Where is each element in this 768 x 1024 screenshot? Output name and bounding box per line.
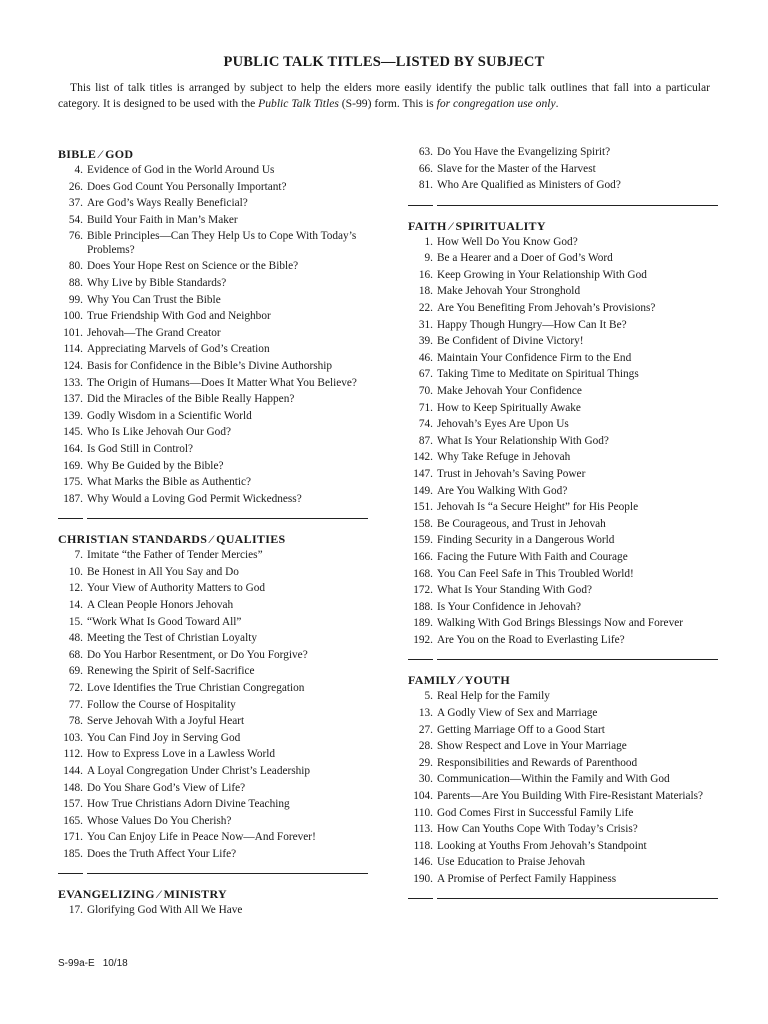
talk-number: 68. [68, 648, 83, 661]
footer [58, 958, 128, 969]
talk-number: 87. [418, 434, 433, 447]
talk-section [58, 531, 368, 861]
talk-item [408, 873, 718, 887]
intro-text-2: (S-99) form. This is [338, 97, 437, 110]
talk-title: Jehovah Is “a Secure Height” for His People [437, 501, 639, 514]
talk-title: Do You Share God’s View of Life? [87, 781, 246, 794]
talk-item [58, 493, 368, 507]
talk-number: 70. [418, 385, 433, 398]
section-divider [408, 898, 718, 899]
talk-number: 175. [63, 476, 83, 489]
talk-number: 99. [68, 293, 83, 306]
talk-title: Is Your Confidence in Jehovah? [437, 600, 582, 613]
talk-number: 118. [413, 839, 433, 852]
section-title: FAITH ⁄ SPIRITUALITY [408, 218, 546, 233]
talk-title: A Clean People Honors Jehovah [87, 599, 234, 612]
talk-title: A Loyal Congregation Under Christ’s Leadership [87, 765, 311, 777]
talk-item [58, 360, 368, 374]
talk-number: 159. [413, 534, 433, 547]
talk-item [58, 377, 368, 391]
talk-number: 149. [413, 484, 433, 497]
talk-item [408, 617, 718, 631]
talk-item [408, 690, 718, 704]
talk-title: How Can Youths Cope With Today’s Crisis? [437, 823, 638, 836]
talk-number: 18. [418, 285, 433, 298]
talk-number: 104. [413, 790, 433, 802]
talk-number: 74. [418, 418, 433, 431]
section-title: FAMILY ⁄ YOUTH [408, 673, 510, 688]
intro-emphasis: for congregation use only [436, 97, 556, 110]
section-divider [58, 518, 368, 519]
talk-number: 189. [413, 617, 433, 630]
talk-item [58, 715, 368, 729]
talk-title: What Marks the Bible as Authentic? [87, 476, 252, 489]
talk-number: 27. [418, 723, 433, 736]
talk-item [408, 285, 718, 299]
talk-number: 168. [413, 567, 433, 580]
talk-title: Follow the Course of Hospitality [87, 698, 236, 711]
talk-title: Trust in Jehovah’s Saving Power [437, 468, 586, 480]
talk-number: 7. [74, 549, 83, 562]
talk-section [408, 218, 718, 648]
page-title: PUBLIC TALK TITLES—LISTED BY SUBJECT [223, 54, 545, 70]
talk-item [58, 549, 368, 563]
talk-title: Meeting the Test of Christian Loyalty [87, 632, 257, 645]
talk-item [408, 269, 718, 283]
talk-item [408, 368, 718, 382]
talk-title: Glorifying God With All We Have [87, 904, 243, 917]
talk-title: Be a Hearer and a Doer of God’s Word [437, 252, 613, 265]
talk-number: 66. [418, 162, 433, 175]
talk-number: 39. [418, 335, 433, 348]
talk-number: 13. [418, 707, 433, 720]
talk-title: Who Is Like Jehovah Our God? [87, 426, 231, 439]
talk-item [58, 848, 368, 862]
talk-item [408, 856, 718, 870]
talk-item [58, 294, 368, 308]
talk-number: 30. [418, 773, 433, 786]
talk-title: Appreciating Marvels of God’s Creation [87, 343, 270, 356]
talk-number: 103. [63, 731, 83, 744]
talk-item [408, 807, 718, 821]
talk-item [408, 163, 718, 177]
form-code: S-99a-E [58, 958, 95, 969]
talk-title: Jehovah’s Eyes Are Upon Us [437, 418, 569, 431]
talk-item [58, 327, 368, 341]
talk-item [58, 782, 368, 796]
talk-section [408, 672, 718, 886]
talk-title: Be Honest in All You Say and Do [87, 565, 239, 578]
talk-title: Are You on the Road to Everlasting Life? [437, 633, 625, 646]
talk-item [58, 632, 368, 646]
talk-number: 112. [63, 748, 83, 761]
talk-number: 114. [63, 343, 83, 356]
talk-item [408, 823, 718, 837]
talk-title: How to Express Love in a Lawless World [87, 748, 276, 761]
talk-number: 169. [63, 459, 83, 472]
talk-item [408, 724, 718, 738]
talk-number: 165. [63, 814, 83, 827]
talk-number: 171. [63, 831, 83, 844]
talk-title: Does Your Hope Rest on Science or the Bible? [87, 260, 299, 273]
talk-title: Keep Growing in Your Relationship With God [437, 268, 647, 281]
talk-title: Show Respect and Love in Your Marriage [437, 740, 627, 753]
talk-item [408, 740, 718, 754]
talk-item [408, 534, 718, 548]
talk-item [58, 748, 368, 762]
talk-item [408, 518, 718, 532]
talk-number: 48. [68, 632, 83, 645]
talk-number: 4. [74, 164, 83, 176]
talk-item [58, 164, 368, 178]
talk-item [58, 476, 368, 490]
talk-number: 146. [413, 856, 433, 869]
talk-item [58, 393, 368, 407]
talk-title: Did the Miracles of the Bible Really Happen? [87, 393, 295, 406]
talk-item [408, 485, 718, 499]
talk-item [408, 601, 718, 615]
talk-item [408, 418, 718, 432]
talk-number: 63. [418, 146, 433, 158]
talk-title: Do You Harbor Resentment, or Do You Forgive? [87, 648, 308, 661]
talk-item [58, 260, 368, 274]
talk-item [58, 566, 368, 580]
section-divider [58, 873, 368, 874]
talk-number: 14. [68, 599, 83, 612]
talk-title: Jehovah—The Grand Creator [87, 326, 221, 339]
talk-item [408, 236, 718, 250]
talk-number: 54. [68, 213, 83, 226]
talk-number: 67. [418, 368, 433, 381]
talk-item [58, 665, 368, 679]
talk-item [58, 699, 368, 713]
intro-form-name: Public Talk Titles [258, 97, 339, 110]
talk-number: 71. [418, 401, 433, 414]
talk-item [408, 707, 718, 721]
talk-title: Why You Can Trust the Bible [87, 293, 221, 306]
talk-number: 190. [413, 872, 433, 885]
talk-number: 113. [413, 823, 433, 836]
talk-item [58, 310, 368, 324]
talk-title: Why Take Refuge in Jehovah [437, 451, 571, 464]
talk-number: 16. [418, 268, 433, 281]
talk-title: Finding Security in a Dangerous World [437, 534, 615, 547]
talk-title: Are God’s Ways Really Beneficial? [87, 197, 248, 210]
talk-item [58, 443, 368, 457]
talk-item [58, 181, 368, 195]
talk-title: Maintain Your Confidence Firm to the End [437, 351, 632, 364]
talk-title: Getting Marriage Off to a Good Start [437, 723, 605, 736]
talk-item [408, 319, 718, 333]
talk-title: A Godly View of Sex and Marriage [437, 707, 598, 720]
talk-item [408, 335, 718, 349]
talk-item [58, 831, 368, 845]
talk-title: Walking With God Brings Blessings Now and Forever [437, 617, 683, 630]
talk-title: Facing the Future With Faith and Courage [437, 550, 628, 563]
talk-item [58, 904, 368, 918]
talk-number: 172. [413, 584, 433, 597]
intro-text-1: This list of talk titles is arranged by subject to help the elders more easily identify the public talk outlines that fall into a particular category. It is designed to be used with the [58, 81, 710, 110]
talk-number: 37. [68, 197, 83, 210]
talk-item [408, 179, 718, 193]
talk-number: 72. [68, 682, 83, 695]
talk-number: 15. [68, 615, 83, 628]
left-column [58, 146, 368, 921]
talk-item [58, 343, 368, 357]
talk-number: 157. [63, 798, 83, 811]
talk-title: Serve Jehovah With a Joyful Heart [87, 715, 245, 728]
talk-item [58, 616, 368, 630]
talk-title: Does God Count You Personally Important? [87, 180, 287, 193]
talk-item [58, 732, 368, 746]
talk-number: 28. [418, 740, 433, 753]
talk-title: “Work What Is Good Toward All” [87, 615, 242, 628]
section-title: CHRISTIAN STANDARDS ⁄ QUALITIES [58, 532, 286, 547]
talk-number: 145. [63, 426, 83, 439]
talk-number: 81. [418, 179, 433, 192]
talk-item [408, 252, 718, 266]
talk-item [58, 582, 368, 596]
talk-title: Be Courageous, and Trust in Jehovah [437, 517, 606, 530]
talk-item [408, 352, 718, 366]
talk-item [408, 402, 718, 416]
talk-number: 139. [63, 409, 83, 422]
talk-title: Are You Benefiting From Jehovah’s Provisions? [437, 302, 656, 315]
talk-number: 101. [63, 326, 83, 339]
talk-number: 158. [413, 517, 433, 530]
talk-number: 137. [63, 393, 83, 406]
talk-item [408, 634, 718, 648]
talk-number: 164. [63, 443, 83, 455]
talk-item [58, 197, 368, 211]
talk-number: 69. [68, 665, 83, 678]
talk-number: 100. [63, 310, 83, 323]
talk-number: 29. [418, 756, 433, 769]
talk-item [408, 584, 718, 598]
talk-number: 124. [63, 360, 83, 373]
form-date: 10/18 [102, 958, 128, 969]
talk-section [58, 886, 368, 918]
talk-title: Are You Walking With God? [437, 484, 568, 497]
talk-number: 31. [418, 318, 433, 331]
talk-number: 10. [68, 565, 83, 578]
talk-number: 166. [413, 550, 433, 563]
talk-number: 142. [413, 451, 433, 464]
talk-title: Parents—Are You Building With Fire-Resistant Materials? [437, 790, 704, 802]
section-title: EVANGELIZING ⁄ MINISTRY [58, 887, 227, 902]
talk-number: 147. [413, 468, 433, 480]
talk-title: Why Would a Loving God Permit Wickedness? [87, 492, 302, 505]
talk-title: Your View of Authority Matters to God [87, 582, 266, 595]
talk-title: Looking at Youths From Jehovah’s Standpoint [437, 839, 647, 852]
talk-title: How to Keep Spiritually Awake [437, 401, 581, 414]
talk-title: Communication—Within the Family and With God [437, 773, 670, 786]
talk-title: Who Are Qualified as Ministers of God? [437, 179, 621, 192]
talk-number: 80. [68, 260, 83, 273]
talk-title: You Can Feel Safe in This Troubled World! [437, 567, 634, 580]
talk-item [408, 385, 718, 399]
talk-number: 76. [68, 230, 83, 243]
intro-text-3: . [555, 97, 559, 110]
talk-item [408, 501, 718, 515]
talk-number: 148. [63, 781, 83, 794]
talk-number: 46. [418, 351, 433, 364]
talk-item [58, 649, 368, 663]
talk-title: You Can Find Joy in Serving God [87, 731, 241, 744]
talk-item [408, 840, 718, 854]
talk-title: How True Christians Adorn Divine Teaching [87, 798, 290, 811]
talk-title: Happy Though Hungry—How Can It Be? [437, 318, 627, 331]
talk-item [408, 146, 718, 160]
talk-item [58, 277, 368, 291]
talk-item [58, 214, 368, 228]
talk-title: You Can Enjoy Life in Peace Now—And Forever! [87, 831, 316, 844]
talk-number: 133. [63, 376, 83, 389]
talk-item [58, 230, 368, 257]
talk-number: 88. [68, 277, 83, 290]
talk-section [58, 146, 368, 506]
talk-number: 144. [63, 765, 83, 777]
talk-number: 1. [424, 235, 433, 248]
talk-item [58, 426, 368, 440]
talk-title: Real Help for the Family [437, 690, 550, 703]
talk-number: 187. [63, 492, 83, 505]
talk-title: Use Education to Praise Jehovah [437, 856, 586, 869]
talk-section [408, 146, 718, 193]
talk-item [408, 568, 718, 582]
talk-title: Slave for the Master of the Harvest [437, 162, 596, 175]
talk-title: Taking Time to Meditate on Spiritual Things [437, 368, 639, 381]
talk-item [408, 551, 718, 565]
talk-item [58, 815, 368, 829]
talk-title: Be Confident of Divine Victory! [437, 335, 584, 348]
talk-number: 5. [424, 690, 433, 703]
talk-number: 77. [68, 698, 83, 711]
talk-number: 22. [418, 302, 433, 315]
talk-title: The Origin of Humans—Does It Matter What You Believe? [87, 376, 357, 389]
talk-title: Does the Truth Affect Your Life? [87, 847, 237, 860]
talk-title: Evidence of God in the World Around Us [87, 164, 275, 176]
section-title: BIBLE ⁄ GOD [58, 147, 134, 161]
talk-title: Love Identifies the True Christian Congregation [87, 682, 305, 695]
talk-item [58, 765, 368, 779]
intro-paragraph [58, 80, 710, 112]
talk-item [408, 435, 718, 449]
talk-title: Renewing the Spirit of Self-Sacrifice [87, 665, 255, 678]
talk-number: 188. [413, 600, 433, 613]
talk-item [408, 468, 718, 482]
talk-number: 110. [413, 806, 433, 819]
talk-title: Is God Still in Control? [87, 443, 194, 455]
section-divider [408, 659, 718, 660]
talk-title: Godly Wisdom in a Scientific World [87, 409, 252, 422]
talk-title: Why Live by Bible Standards? [87, 277, 227, 290]
talk-title: Build Your Faith in Man’s Maker [87, 213, 238, 226]
talk-item [58, 410, 368, 424]
talk-number: 26. [68, 180, 83, 193]
talk-title: What Is Your Standing With God? [437, 584, 592, 597]
talk-title: Whose Values Do You Cherish? [87, 814, 232, 827]
talk-number: 151. [413, 501, 433, 514]
talk-number: 78. [68, 715, 83, 728]
talk-title: True Friendship With God and Neighbor [87, 310, 271, 323]
talk-number: 9. [424, 252, 433, 265]
talk-item [408, 302, 718, 316]
talk-number: 17. [68, 904, 83, 917]
talk-number: 185. [63, 847, 83, 860]
talk-title: Bible Principles—Can They Help Us to Cope With Today’s Problems? [87, 230, 357, 256]
talk-title: How Well Do You Know God? [437, 235, 578, 248]
talk-title: Why Be Guided by the Bible? [87, 459, 224, 472]
talk-item [408, 451, 718, 465]
right-column [408, 146, 718, 911]
talk-title: Make Jehovah Your Confidence [437, 385, 582, 398]
talk-item [408, 773, 718, 787]
talk-title: What Is Your Relationship With God? [437, 434, 609, 447]
talk-title: Basis for Confidence in the Bible’s Divine Authorship [87, 360, 333, 373]
talk-number: 192. [413, 633, 433, 646]
talk-title: Make Jehovah Your Stronghold [437, 285, 581, 298]
talk-item [58, 682, 368, 696]
talk-item [58, 599, 368, 613]
talk-title: Imitate “the Father of Tender Mercies” [87, 549, 263, 562]
talk-item [408, 790, 718, 804]
talk-number: 12. [68, 582, 83, 595]
talk-item [408, 757, 718, 771]
section-divider [408, 205, 718, 206]
talk-title: Responsibilities and Rewards of Parenthood [437, 756, 638, 769]
talk-title: God Comes First in Successful Family Life [437, 806, 634, 819]
talk-title: A Promise of Perfect Family Happiness [437, 872, 617, 885]
talk-title: Do You Have the Evangelizing Spirit? [437, 146, 611, 158]
talk-item [58, 798, 368, 812]
talk-item [58, 460, 368, 474]
